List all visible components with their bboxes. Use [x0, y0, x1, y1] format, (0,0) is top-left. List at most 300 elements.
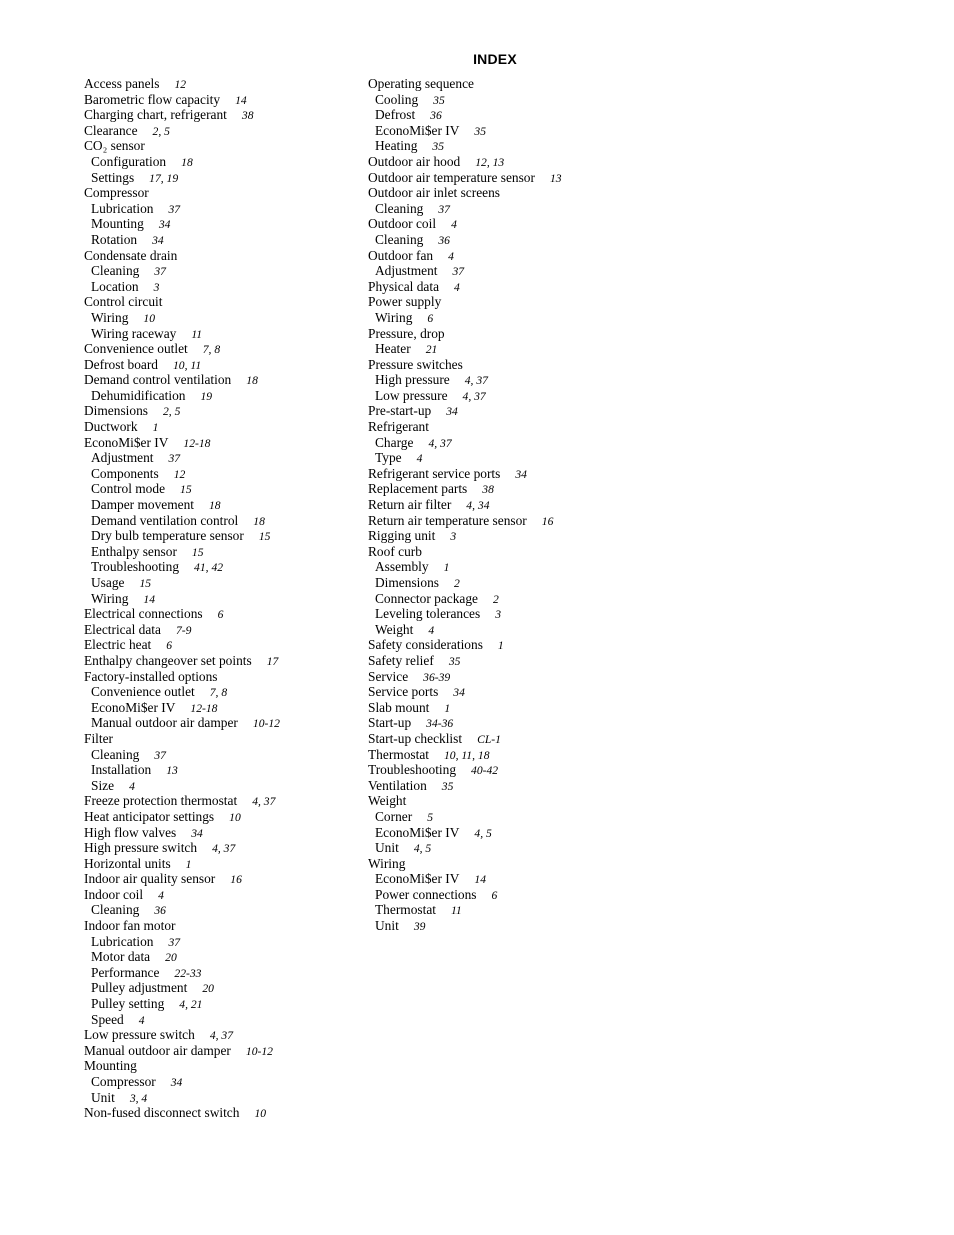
index-subentry — [84, 216, 280, 232]
index-term: Safety relief — [368, 652, 434, 668]
index-term: Convenience outlet — [91, 684, 195, 700]
index-term: Outdoor air hood — [368, 153, 461, 169]
index-subentry — [84, 684, 280, 700]
page-reference: 18 — [209, 499, 221, 513]
index-term: Dimensions — [375, 575, 439, 590]
index-term: EconoMi$er IV — [84, 434, 169, 450]
index-subentry — [84, 326, 280, 342]
index-subentry — [84, 544, 280, 560]
page-reference: 13 — [549, 171, 562, 185]
index-term: Assembly — [375, 559, 429, 575]
page-reference: 34 — [453, 686, 465, 700]
index-term: EconoMi$er IV — [375, 824, 460, 840]
index-term: Defrost board — [84, 356, 158, 372]
index-term: Start-up checklist — [368, 730, 463, 746]
page-reference: 34 — [191, 826, 203, 840]
index-subentry — [84, 466, 280, 482]
page-reference: 11 — [450, 904, 462, 918]
index-subentry — [84, 154, 280, 170]
index-entry — [84, 825, 280, 841]
index-subentry — [84, 980, 280, 996]
index-term: EconoMi$er IV — [91, 699, 176, 715]
page-reference: 2, 5 — [152, 124, 170, 138]
page-reference: 2 — [453, 577, 460, 590]
index-subentry — [84, 778, 280, 794]
index-entry — [84, 357, 280, 373]
index-term: Troubleshooting — [368, 762, 457, 778]
index-term: EconoMi$er IV — [375, 122, 460, 138]
index-subentry — [84, 481, 280, 497]
index-subentry — [368, 591, 562, 607]
index-entry — [84, 294, 280, 310]
index-term: Cooling — [375, 91, 419, 107]
index-entry — [84, 918, 280, 934]
page-reference: 3 — [495, 608, 502, 622]
index-term: Pressure switches — [368, 356, 463, 372]
index-entry — [84, 856, 280, 872]
index-entry — [368, 856, 562, 872]
page-reference: 2, 5 — [162, 405, 181, 419]
page-title: INDEX — [473, 51, 517, 67]
index-term: Manual outdoor air damper — [84, 1042, 231, 1058]
index-subentry — [368, 201, 562, 217]
index-entry — [84, 248, 280, 264]
index-term: Electrical connections — [84, 606, 203, 622]
page-reference: 4, 5 — [474, 826, 492, 840]
index-subentry — [368, 450, 562, 466]
index-term: Dehumidification — [91, 387, 186, 403]
index-term: Charge — [375, 434, 414, 450]
page-reference: 3 — [450, 530, 457, 544]
index-term: Return air temperature sensor — [368, 512, 527, 528]
index-term: Charging chart, refrigerant — [84, 107, 227, 123]
index-term: Size — [91, 777, 115, 793]
index-entry — [368, 528, 562, 544]
index-subentry — [368, 435, 562, 451]
index-entry — [368, 544, 562, 560]
page-reference: 10, 11, 18 — [443, 748, 490, 762]
index-subentry — [84, 279, 280, 295]
index-entry — [368, 747, 562, 763]
index-subentry — [84, 934, 280, 950]
page-reference: 6 — [217, 608, 224, 622]
index-entry — [84, 622, 280, 638]
index-subentry — [368, 825, 562, 841]
index-term: Slab mount — [368, 699, 430, 715]
index-term: Refrigerant service ports — [368, 465, 501, 481]
page-reference: 1 — [152, 421, 159, 435]
index-subentry — [84, 232, 280, 248]
index-subentry — [368, 809, 562, 825]
page-reference: 4, 37 — [209, 1029, 234, 1043]
page-reference: 4 — [138, 1013, 145, 1027]
index-entry — [84, 1043, 280, 1059]
index-subentry — [84, 1074, 280, 1090]
page-reference: 36-39 — [423, 670, 451, 684]
page-reference: 37 — [168, 935, 181, 949]
index-term: Cleaning — [91, 263, 140, 279]
index-entry — [368, 793, 562, 809]
index-entry — [368, 170, 562, 186]
index-term: Performance — [91, 964, 160, 980]
page-reference: 34 — [515, 467, 527, 481]
index-term: Weight — [368, 793, 407, 809]
index-term: Pre-start-up — [368, 403, 432, 419]
index-term: Return air filter — [368, 497, 452, 513]
index-term: Settings — [91, 169, 135, 185]
index-term: Lubrication — [91, 200, 154, 216]
index-term: Troubleshooting — [91, 559, 180, 575]
index-entry — [84, 606, 280, 622]
index-entry — [368, 419, 562, 435]
index-term: CO₂ sensor — [84, 138, 145, 154]
index-entry — [84, 372, 280, 388]
index-entry — [84, 185, 280, 201]
index-term: Adjustment — [375, 263, 438, 279]
index-entry — [368, 185, 562, 201]
index-entry — [368, 715, 562, 731]
index-subentry — [84, 700, 280, 716]
index-entry — [368, 497, 562, 513]
index-column-right — [368, 76, 562, 934]
page-reference: 10-12 — [252, 717, 280, 731]
index-term: High pressure switch — [84, 840, 198, 856]
index-subentry — [84, 528, 280, 544]
index-term: Outdoor air temperature sensor — [368, 169, 535, 185]
page-reference: 14 — [474, 873, 487, 887]
index-subentry — [84, 575, 280, 591]
index-term: Installation — [91, 762, 152, 778]
page-reference: 36 — [154, 904, 166, 918]
index-term: Clearance — [84, 122, 138, 138]
index-term: Dry bulb temperature sensor — [91, 528, 244, 544]
index-term: Indoor fan motor — [84, 918, 176, 934]
page-reference: 20 — [202, 982, 214, 996]
page-reference: 10 — [143, 311, 155, 325]
index-term: Factory-installed options — [84, 668, 218, 684]
index-entry — [84, 435, 280, 451]
page-reference: 36 — [430, 109, 442, 123]
index-entry — [368, 248, 562, 264]
index-entry — [84, 419, 280, 435]
index-term: Motor data — [91, 949, 151, 965]
index-entry — [368, 684, 562, 700]
page-reference: 34-36 — [426, 717, 454, 731]
index-term: EconoMi$er IV — [375, 871, 460, 887]
index-entry — [84, 1058, 280, 1074]
page-reference: 35 — [433, 93, 445, 107]
index-term: Wiring — [368, 855, 406, 871]
page-reference: 35 — [448, 654, 461, 668]
index-term: Outdoor fan — [368, 247, 434, 263]
index-term: Demand control ventilation — [84, 372, 232, 388]
index-subentry — [368, 138, 562, 154]
index-subentry — [84, 949, 280, 965]
page-reference: 38 — [241, 109, 254, 123]
index-entry — [84, 653, 280, 669]
page-reference: 4 — [451, 218, 457, 232]
index-term: Convenience outlet — [84, 341, 188, 357]
index-subentry — [368, 341, 562, 357]
index-term: Outdoor coil — [368, 216, 437, 232]
page-reference: 38 — [482, 483, 494, 497]
index-subentry — [84, 513, 280, 529]
page-reference: 3 — [153, 280, 160, 294]
page-reference: 16 — [230, 873, 242, 887]
page-reference: 12 — [173, 467, 186, 481]
index-term: Low pressure switch — [84, 1027, 195, 1043]
page-reference: 35 — [441, 779, 454, 793]
index-term: Heater — [375, 341, 411, 357]
index-term: Usage — [91, 575, 125, 590]
page-reference: 14 — [235, 93, 247, 107]
page-reference: 6 — [427, 311, 434, 325]
index-term: Control mode — [91, 481, 166, 497]
page-reference: 15 — [191, 545, 204, 559]
index-subentry — [84, 902, 280, 918]
index-subentry — [84, 170, 280, 186]
index-entry — [84, 793, 280, 809]
index-term: Wiring raceway — [91, 325, 177, 341]
index-entry — [368, 279, 562, 295]
page-reference: 4 — [428, 623, 435, 637]
index-term: Cleaning — [91, 746, 140, 762]
index-subentry — [368, 372, 562, 388]
index-subentry — [84, 559, 280, 575]
index-entry — [368, 216, 562, 232]
page-reference: 7, 8 — [209, 686, 228, 700]
page-reference: 4 — [158, 888, 164, 902]
page-reference: 12 — [174, 78, 187, 91]
index-entry — [84, 138, 280, 154]
page-reference: 4, 5 — [413, 842, 432, 856]
index-subentry — [84, 263, 280, 279]
index-term: Cleaning — [375, 231, 424, 247]
index-column-left — [84, 76, 280, 1121]
index-term: Speed — [91, 1011, 124, 1027]
index-entry — [84, 341, 280, 357]
index-subentry — [84, 996, 280, 1012]
page-reference: 4, 37 — [212, 842, 236, 856]
page-reference: 13 — [166, 764, 178, 778]
index-term: Physical data — [368, 278, 440, 294]
index-subentry — [368, 559, 562, 575]
page-reference: 37 — [168, 202, 181, 216]
index-term: Leveling tolerances — [375, 606, 481, 622]
index-subentry — [368, 840, 562, 856]
index-term: Wiring — [91, 309, 129, 325]
index-subentry — [84, 497, 280, 513]
page-reference: 15 — [180, 483, 192, 497]
index-entry — [84, 403, 280, 419]
page-reference: 10-12 — [245, 1044, 273, 1058]
index-term: Pressure, drop — [368, 325, 445, 341]
index-term: Components — [91, 465, 159, 481]
page-reference: 35 — [432, 140, 444, 154]
index-subentry — [84, 715, 280, 731]
index-term: Configuration — [91, 153, 167, 169]
index-term: Unit — [91, 1089, 115, 1105]
index-term: Service ports — [368, 684, 439, 700]
page-reference: 4 — [454, 280, 460, 294]
page-reference: 4, 37 — [462, 389, 486, 403]
index-term: Enthalpy changeover set points — [84, 652, 252, 668]
index-entry — [368, 513, 562, 529]
index-term: Defrost — [375, 107, 416, 123]
page-reference: 37 — [438, 202, 450, 216]
index-entry — [84, 123, 280, 139]
page-reference: 4, 37 — [464, 374, 488, 388]
index-term: Compressor — [84, 185, 149, 201]
index-subentry — [368, 887, 562, 903]
index-subentry — [368, 388, 562, 404]
index-entry — [84, 669, 280, 685]
index-term: Mounting — [84, 1058, 137, 1074]
page-reference: 15 — [258, 530, 271, 544]
index-term: Unit — [375, 918, 399, 934]
index-term: Refrigerant — [368, 419, 429, 435]
index-entry — [368, 731, 562, 747]
page-reference: 15 — [139, 577, 152, 590]
index-term: Operating sequence — [368, 76, 474, 91]
index-entry — [368, 326, 562, 342]
index-subentry — [84, 762, 280, 778]
page-reference: 34 — [446, 405, 458, 419]
index-subentry — [368, 575, 562, 591]
page-reference: 12-18 — [190, 701, 218, 715]
index-term: Freeze protection thermostat — [84, 793, 238, 809]
index-entry — [368, 154, 562, 170]
page-reference: CL-1 — [477, 732, 501, 746]
index-entry — [368, 403, 562, 419]
index-subentry — [368, 107, 562, 123]
page-reference: 4 — [416, 452, 423, 466]
page-reference: 14 — [143, 592, 155, 606]
index-term: Electrical data — [84, 621, 161, 637]
index-term: Pulley adjustment — [91, 980, 188, 996]
index-subentry — [368, 902, 562, 918]
index-entry — [84, 107, 280, 123]
index-term: Manual outdoor air damper — [91, 715, 238, 731]
index-entry — [84, 1027, 280, 1043]
page-reference: 10, 11 — [173, 358, 202, 372]
index-term: High pressure — [375, 372, 450, 388]
index-entry — [368, 294, 562, 310]
page-reference: 4, 34 — [466, 499, 490, 513]
index-subentry — [84, 201, 280, 217]
page-reference: 18 — [253, 514, 265, 528]
index-subentry — [84, 388, 280, 404]
index-term: Electric heat — [84, 637, 152, 653]
index-subentry — [368, 310, 562, 326]
index-term: Thermostat — [375, 902, 436, 918]
page-reference: 19 — [200, 389, 213, 403]
page-reference: 34 — [152, 233, 164, 247]
index-term: Lubrication — [91, 933, 154, 949]
page-reference: 6 — [491, 888, 498, 902]
index-term: Power connections — [375, 886, 477, 902]
page-reference: 1 — [185, 857, 192, 871]
index-subentry — [84, 310, 280, 326]
index-term: Safety considerations — [368, 637, 483, 653]
index-term: Dimensions — [84, 403, 148, 419]
page-reference: 1 — [497, 639, 504, 653]
page-reference: 2 — [493, 592, 499, 606]
index-entry — [84, 92, 280, 108]
page-reference: 36 — [438, 233, 450, 247]
index-entry — [368, 700, 562, 716]
index-subentry — [84, 747, 280, 763]
index-term: Ventilation — [368, 777, 427, 793]
index-term: Rotation — [91, 231, 138, 247]
page-reference: 37 — [154, 265, 166, 279]
page-reference: 21 — [425, 343, 438, 357]
page-reference: 12, 13 — [475, 155, 505, 169]
index-entry — [84, 731, 280, 747]
page-reference: 17, 19 — [149, 171, 179, 185]
page-reference: 16 — [541, 514, 554, 528]
index-entry — [368, 76, 562, 92]
index-entry — [84, 76, 280, 92]
index-entry — [84, 871, 280, 887]
index-entry — [368, 762, 562, 778]
index-entry — [368, 778, 562, 794]
page-reference: 20 — [165, 951, 177, 965]
index-subentry — [84, 1090, 280, 1106]
page-reference: 35 — [474, 124, 487, 138]
index-subentry — [368, 232, 562, 248]
index-term: Enthalpy sensor — [91, 543, 177, 559]
index-term: Condensate drain — [84, 247, 178, 263]
index-subentry — [84, 1012, 280, 1028]
index-term: Mounting — [91, 216, 144, 232]
index-term: Start-up — [368, 715, 412, 731]
index-term: Roof curb — [368, 543, 422, 559]
index-term: Adjustment — [91, 450, 154, 466]
page-reference: 41, 42 — [194, 561, 224, 575]
index-term: Access panels — [84, 76, 160, 91]
index-entry — [368, 637, 562, 653]
index-term: Outdoor air inlet screens — [368, 185, 501, 201]
index-entry — [368, 481, 562, 497]
index-subentry — [368, 871, 562, 887]
index-entry — [84, 637, 280, 653]
index-term: Heating — [375, 138, 418, 154]
page-reference: 1 — [444, 701, 451, 715]
index-term: Connector package — [375, 590, 478, 606]
page-reference: 4, 21 — [179, 998, 203, 1012]
page-reference: 7-9 — [175, 623, 192, 637]
index-term: Low pressure — [375, 387, 448, 403]
index-subentry — [368, 263, 562, 279]
page-reference: 4 — [129, 779, 135, 793]
index-term: Pulley setting — [91, 996, 165, 1012]
index-term: Indoor air quality sensor — [84, 871, 216, 887]
page-reference: 5 — [427, 810, 433, 824]
index-term: Heat anticipator settings — [84, 808, 215, 824]
index-entry — [368, 357, 562, 373]
page-reference: 11 — [191, 327, 203, 341]
index-term: Rigging unit — [368, 528, 436, 544]
page-reference: 37 — [154, 748, 166, 762]
index-term: Damper movement — [91, 497, 194, 513]
page-reference: 18 — [181, 155, 193, 169]
index-subentry — [84, 450, 280, 466]
index-term: Wiring — [375, 309, 413, 325]
page-reference: 40-42 — [471, 764, 499, 778]
index-term: Compressor — [91, 1074, 156, 1089]
index-term: Control circuit — [84, 294, 163, 310]
